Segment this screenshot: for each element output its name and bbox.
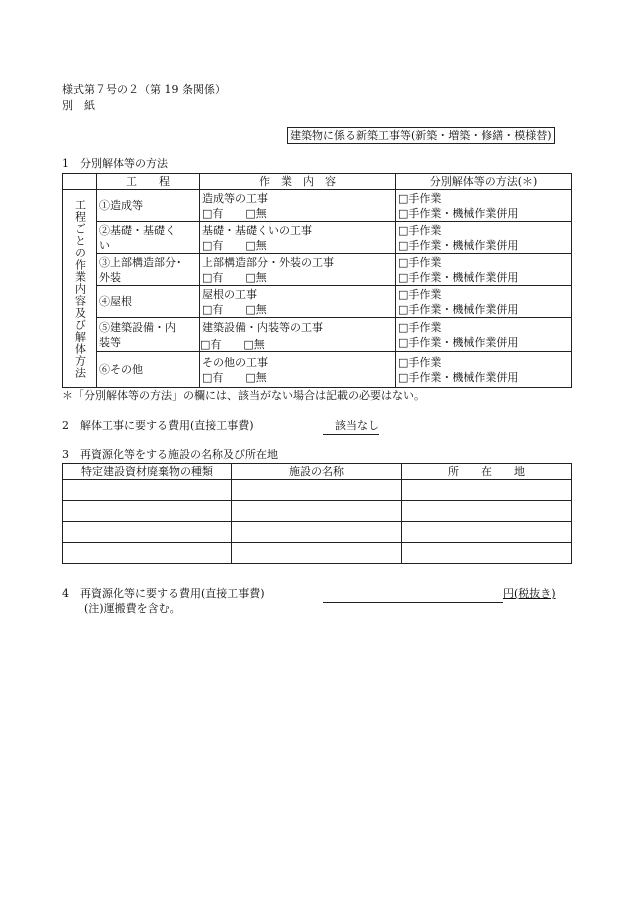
column-process: 工 程	[97, 174, 200, 190]
work-cell: 基礎・基礎くいの工事 □有 □無	[200, 222, 396, 254]
row5-checkboxes	[200, 338, 265, 352]
checkbox-no[interactable]: □無	[245, 238, 267, 252]
section4-unit: 円(税抜き)	[503, 587, 556, 600]
checkbox-yes[interactable]: □有	[202, 206, 224, 220]
checkbox-manual-machine[interactable]: □手作業・機械作業併用	[398, 370, 519, 384]
process-cell: ⑤建築設備・内 装等	[97, 318, 200, 352]
table-header-row	[63, 464, 572, 480]
waste-type-cell[interactable]	[63, 501, 232, 522]
checkbox-no[interactable]: □無	[243, 338, 265, 351]
table-row	[63, 222, 572, 254]
table-row	[63, 286, 572, 318]
column-work-content: 作 業 内 容	[200, 174, 396, 190]
column-facility-name: 施設の名称	[232, 464, 402, 480]
checkbox-manual[interactable]: □手作業	[398, 287, 442, 301]
checkbox-yes[interactable]: □有	[200, 338, 222, 351]
corner-cell	[63, 174, 97, 190]
checkbox-no[interactable]: □無	[245, 302, 267, 316]
checkbox-yes[interactable]: □有	[202, 302, 224, 316]
work-cell: 造成等の工事 □有 □無	[200, 190, 396, 222]
table-header-row	[63, 174, 572, 190]
method-cell	[396, 222, 572, 254]
process-cell: ①造成等	[97, 190, 200, 222]
checkbox-manual-machine[interactable]: □手作業・機械作業併用	[398, 238, 519, 252]
method-cell	[396, 254, 572, 286]
section4-label: 4 再資源化等に要する費用(直接工事費)	[62, 587, 265, 600]
checkbox-manual-machine[interactable]: □手作業・機械作業併用	[398, 335, 519, 349]
checkbox-no[interactable]: □無	[245, 270, 267, 284]
location-cell[interactable]	[402, 480, 572, 501]
work-cell: 建築設備・内装等の工事	[200, 318, 396, 352]
column-method: 分別解体等の方法(＊)	[396, 174, 572, 190]
checkbox-no[interactable]: □無	[245, 370, 267, 384]
checkbox-manual-machine[interactable]: □手作業・機械作業併用	[398, 270, 519, 284]
method-cell	[396, 352, 572, 388]
checkbox-manual[interactable]: □手作業	[398, 320, 442, 334]
waste-type-cell[interactable]	[63, 543, 232, 564]
column-waste-type: 特定建設資材廃棄物の種類	[63, 464, 232, 480]
work-cell: 屋根の工事 □有 □無	[200, 286, 396, 318]
section2-value: 該当なし	[335, 419, 379, 432]
checkbox-no[interactable]: □無	[245, 206, 267, 220]
checkbox-yes[interactable]: □有	[202, 370, 224, 384]
facility-name-cell[interactable]	[232, 480, 402, 501]
boxed-title: 建築物に係る新築工事等(新築・増築・修繕・模様替)	[287, 127, 555, 144]
location-cell[interactable]	[402, 501, 572, 522]
table-row	[63, 480, 572, 501]
checkbox-manual-machine[interactable]: □手作業・機械作業併用	[398, 206, 519, 220]
checkbox-yes[interactable]: □有	[202, 270, 224, 284]
checkbox-yes[interactable]: □有	[202, 238, 224, 252]
facility-name-cell[interactable]	[232, 501, 402, 522]
table-row	[63, 522, 572, 543]
checkbox-manual-machine[interactable]: □手作業・機械作業併用	[398, 302, 519, 316]
method-cell	[396, 318, 572, 352]
table-row	[63, 318, 572, 352]
section4-note: (注)運搬費を含む。	[84, 602, 181, 615]
location-cell[interactable]	[402, 522, 572, 543]
checkbox-manual[interactable]: □手作業	[398, 255, 442, 269]
cost-input-line[interactable]	[323, 602, 503, 603]
waste-type-cell[interactable]	[63, 480, 232, 501]
table-row	[63, 352, 572, 388]
table-row	[63, 501, 572, 522]
side-label-cell	[63, 190, 97, 388]
section2-label: 2 解体工事に要する費用(直接工事費)	[62, 419, 254, 432]
checkbox-manual[interactable]: □手作業	[398, 191, 442, 205]
column-location: 所 在 地	[402, 464, 572, 480]
process-cell: ②基礎・基礎く い	[97, 222, 200, 254]
method-cell	[396, 286, 572, 318]
table-row	[63, 190, 572, 222]
process-cell: ⑥その他	[97, 352, 200, 388]
process-cell: ④屋根	[97, 286, 200, 318]
section1-footnote: ＊「分別解体等の方法」の欄には、該当がない場合は記載の必要はない。	[62, 389, 425, 402]
work-cell: その他の工事 □有 □無	[200, 352, 396, 388]
sheet-label: 別 紙	[62, 99, 95, 112]
recycling-facility-table	[62, 463, 572, 564]
location-cell[interactable]	[402, 543, 572, 564]
facility-name-cell[interactable]	[232, 522, 402, 543]
section2-underline	[323, 434, 379, 435]
waste-type-cell[interactable]	[63, 522, 232, 543]
form-number: 様式第７号の２（第 19 条関係）	[62, 83, 226, 96]
checkbox-manual[interactable]: □手作業	[398, 223, 442, 237]
demolition-method-table	[62, 173, 572, 388]
table-row	[63, 543, 572, 564]
side-label: 工程ごとの作業内容及び解体方法	[73, 198, 87, 379]
checkbox-manual[interactable]: □手作業	[398, 355, 442, 369]
facility-name-cell[interactable]	[232, 543, 402, 564]
section3-heading: 3 再資源化等をする施設の名称及び所在地	[62, 448, 278, 461]
work-cell: 上部構造部分・外装の工事 □有 □無	[200, 254, 396, 286]
method-cell	[396, 190, 572, 222]
process-cell: ③上部構造部分･ 外装	[97, 254, 200, 286]
section1-heading: 1 分別解体等の方法	[62, 157, 168, 170]
table-row	[63, 254, 572, 286]
